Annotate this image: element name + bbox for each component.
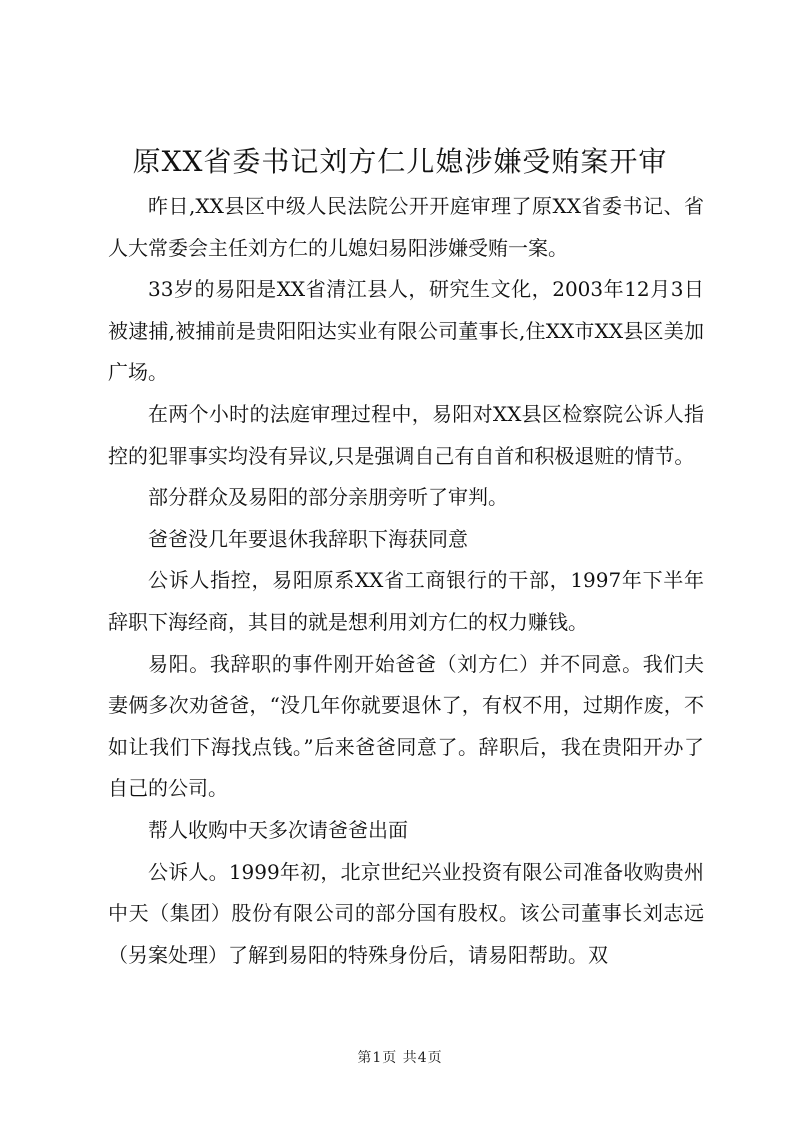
section-heading: 帮人收购中天多次请爸爸出面 [148,817,408,842]
paragraph: 公诉人。1999年初，北京世纪兴业投资有限公司准备收购贵州中天（集团）股份有限公司的部分国有股权。该公司董事长刘志远（另案处理）了解到易阳的特殊身份后，请易阳帮助。双 [108,859,704,967]
paragraph: 在两个小时的法庭审理过程中，易阳对XX县区检察院公诉人指控的犯罪事实均没有异议,只是强调自己有自首和积极退赃的情节。 [108,401,704,468]
paragraph: 易阳。我辞职的事件刚开始爸爸（刘方仁）并不同意。我们夫妻俩多次劝爸爸，“没几年你就要退休了，有权不用，过期作废，不如让我们下海找点钱。”后来爸爸同意了。辞职后，我在贵阳开办了自己的公司。 [108,651,704,801]
section-heading: 爸爸没几年要退休我辞职下海获同意 [148,526,468,551]
document-body [108,186,704,976]
paragraph: 部分群众及易阳的部分亲朋旁听了审判。 [148,485,508,510]
page-number-footer: 第1页 共4页 [357,1050,443,1066]
paragraph: 33岁的易阳是XX省清江县人，研究生文化，2003年12月3日被逮捕,被捕前是贵阳阳达实业有限公司董事长,住XX市XX县区美加广场。 [108,277,704,385]
paragraph: 公诉人指控，易阳原系XX省工商银行的干部，1997年下半年辞职下海经商，其目的就是想利用刘方仁的权力赚钱。 [108,568,704,634]
paragraph: 昨日,XX县区中级人民法院公开开庭审理了原XX省委书记、省人大常委会主任刘方仁的儿媳妇易阳涉嫌受贿一案。 [108,194,704,260]
document-title: 原XX省委书记刘方仁儿媳涉嫌受贿案开审 [132,145,668,178]
